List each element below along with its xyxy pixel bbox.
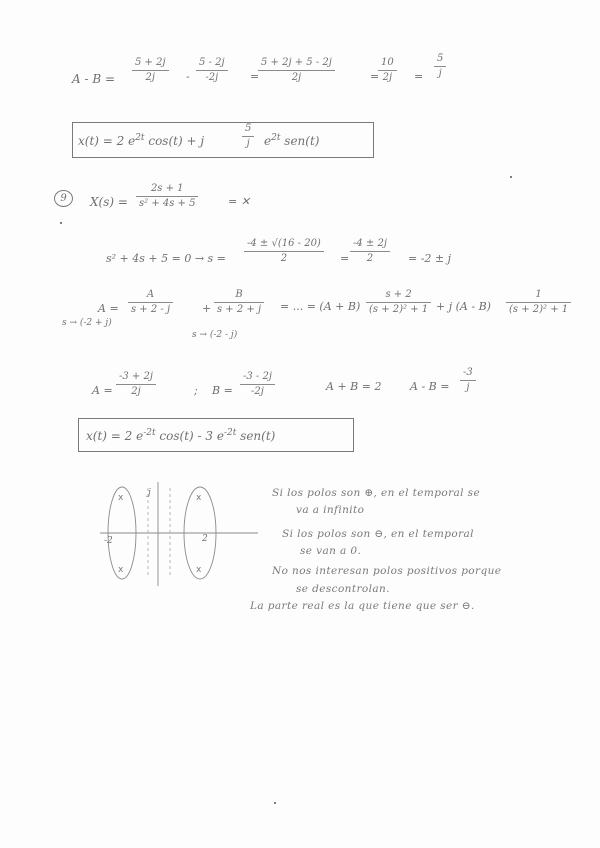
- line1-op-2: =: [250, 70, 260, 83]
- fraction-numerator: s + 2: [366, 288, 431, 303]
- pole-marker: x: [118, 493, 124, 503]
- note-line-5: No nos interesan polos positivos porque: [272, 565, 502, 577]
- result-2-expression: [86, 428, 275, 443]
- line1-op-4: =: [414, 70, 424, 83]
- fraction-numerator: -3 + 2j: [116, 370, 156, 385]
- result-2-part: sen(t): [240, 429, 276, 443]
- decomp-frac-A: [128, 288, 173, 317]
- problem-number: 9: [60, 193, 67, 204]
- line1-frac-4: [378, 56, 397, 85]
- note-line-3: Si los polos son ⊖, en el temporal: [282, 528, 474, 540]
- fraction-denominator: s + 2 + j: [217, 304, 262, 315]
- fraction-denominator: s² + 4s + 5: [139, 198, 196, 209]
- fraction-numerator: 5 + 2j: [132, 56, 169, 71]
- line1-frac-1: [132, 56, 169, 85]
- coef-separator: ;: [194, 384, 198, 397]
- decomp-frac-B: [214, 288, 264, 317]
- fraction-denominator: 2: [280, 253, 288, 264]
- plane-right-label: 2: [202, 534, 208, 544]
- coef-a-fraction: [116, 370, 156, 399]
- note-line-6: se descontrolan.: [296, 583, 390, 595]
- exponent: -2t: [223, 428, 237, 438]
- coef-diff-lhs: A - B =: [410, 380, 450, 393]
- result-1-part: e: [264, 134, 272, 148]
- note-line-1: Si los polos son ⊕, en el temporal se: [272, 487, 481, 499]
- exponent: 2t: [271, 133, 281, 143]
- fraction-denominator: j: [466, 382, 470, 393]
- fraction-numerator: -4 ± √(16 - 20): [244, 237, 324, 252]
- fraction-numerator: 5 + 2j + 5 - 2j: [258, 56, 335, 71]
- decomp-frac-3: [366, 288, 431, 317]
- coef-a-lhs: A =: [92, 384, 113, 397]
- fraction-numerator: -3: [460, 366, 476, 381]
- fraction-denominator: (s + 2)² + 1: [509, 304, 569, 315]
- fraction-numerator: -4 ± 2j: [350, 237, 390, 252]
- plane-left-label: -2: [104, 536, 113, 546]
- ink-dot: [510, 176, 512, 178]
- result-1-tail: [264, 133, 319, 148]
- fraction-denominator: 2j: [131, 386, 141, 397]
- roots-frac-1: [244, 237, 324, 266]
- fraction-numerator: A: [128, 288, 173, 303]
- result-1-fraction: [242, 122, 254, 151]
- roots-tail: = -2 ± j: [408, 252, 452, 265]
- fraction-numerator: 5 - 2j: [196, 56, 228, 71]
- ink-dot: [274, 802, 276, 804]
- note-line-7: La parte real es la que tiene que ser ⊖.: [250, 600, 475, 612]
- pole-marker: x: [118, 565, 124, 575]
- pole-marker: x: [196, 493, 202, 503]
- fraction-denominator: s + 2 - j: [131, 304, 171, 315]
- result-1-expression: [78, 133, 204, 148]
- decomp-jpart: + j (A - B): [436, 300, 491, 313]
- fraction-numerator: -3 - 2j: [240, 370, 275, 385]
- fraction-numerator: 5: [242, 122, 254, 137]
- result-1-part: cos(t) + j: [148, 134, 205, 148]
- decomp-plus: +: [202, 302, 212, 315]
- fraction-denominator: -2j: [205, 72, 219, 83]
- note-line-2: va a infinito: [296, 504, 365, 516]
- coef-diff-fraction: [460, 366, 476, 395]
- fraction-denominator: 2: [366, 253, 374, 264]
- roots-eq: =: [340, 252, 350, 265]
- line1-op-3: =: [370, 70, 380, 83]
- fraction-denominator: 2j: [382, 72, 393, 83]
- roots-frac-2: [350, 237, 390, 266]
- pole-marker: x: [196, 565, 202, 575]
- decomp-lhs: A =: [98, 302, 119, 315]
- result-2-part: x(t) = 2 e: [86, 429, 144, 443]
- fraction-numerator: 10: [378, 56, 397, 71]
- complex-plane-sketch: [100, 478, 260, 588]
- exponent: 2t: [135, 133, 145, 143]
- line1-frac-2: [196, 56, 228, 85]
- fraction-numerator: 2s + 1: [136, 182, 198, 197]
- result-1-part: sen(t): [284, 134, 320, 148]
- note-line-4: se van a 0.: [300, 545, 362, 557]
- exponent: -2t: [143, 428, 156, 438]
- fraction-denominator: 2j: [291, 72, 302, 83]
- line1-frac-3: [258, 56, 335, 85]
- fraction-numerator: B: [214, 288, 264, 303]
- fraction-denominator: -2j: [251, 386, 264, 397]
- fraction-numerator: 5: [434, 52, 446, 67]
- coef-b-fraction: [240, 370, 275, 399]
- fraction-denominator: j: [438, 68, 442, 79]
- fraction-denominator: (s + 2)² + 1: [369, 304, 429, 315]
- fraction-numerator: 1: [506, 288, 571, 303]
- problem-number-circle: [54, 190, 73, 207]
- fraction-denominator: j: [246, 138, 250, 149]
- ink-dot: [60, 222, 62, 224]
- line1-frac-5: [434, 52, 446, 81]
- result-2-part: cos(t) - 3 e: [159, 429, 224, 443]
- transfer-function-tail: = ✕: [228, 195, 250, 208]
- result-1-part: x(t) = 2 e: [78, 134, 136, 148]
- decomp-substitution-2: s → (-2 - j): [192, 330, 238, 340]
- plane-axis-label: j: [148, 488, 151, 498]
- decomp-substitution-1: s → (-2 + j): [62, 318, 112, 328]
- line1-op-1: -: [186, 70, 190, 83]
- decomp-mid: = ... = (A + B): [280, 300, 361, 313]
- coef-b-lhs: B =: [212, 384, 233, 397]
- fraction-denominator: 2j: [145, 72, 156, 83]
- transfer-function-fraction: [136, 182, 198, 211]
- transfer-function-lhs: X(s) =: [90, 195, 128, 209]
- coef-sum: A + B = 2: [326, 380, 382, 393]
- decomp-frac-4: [506, 288, 571, 317]
- roots-lhs: s² + 4s + 5 = 0 → s =: [106, 252, 226, 265]
- line1-lhs: A - B =: [72, 72, 116, 86]
